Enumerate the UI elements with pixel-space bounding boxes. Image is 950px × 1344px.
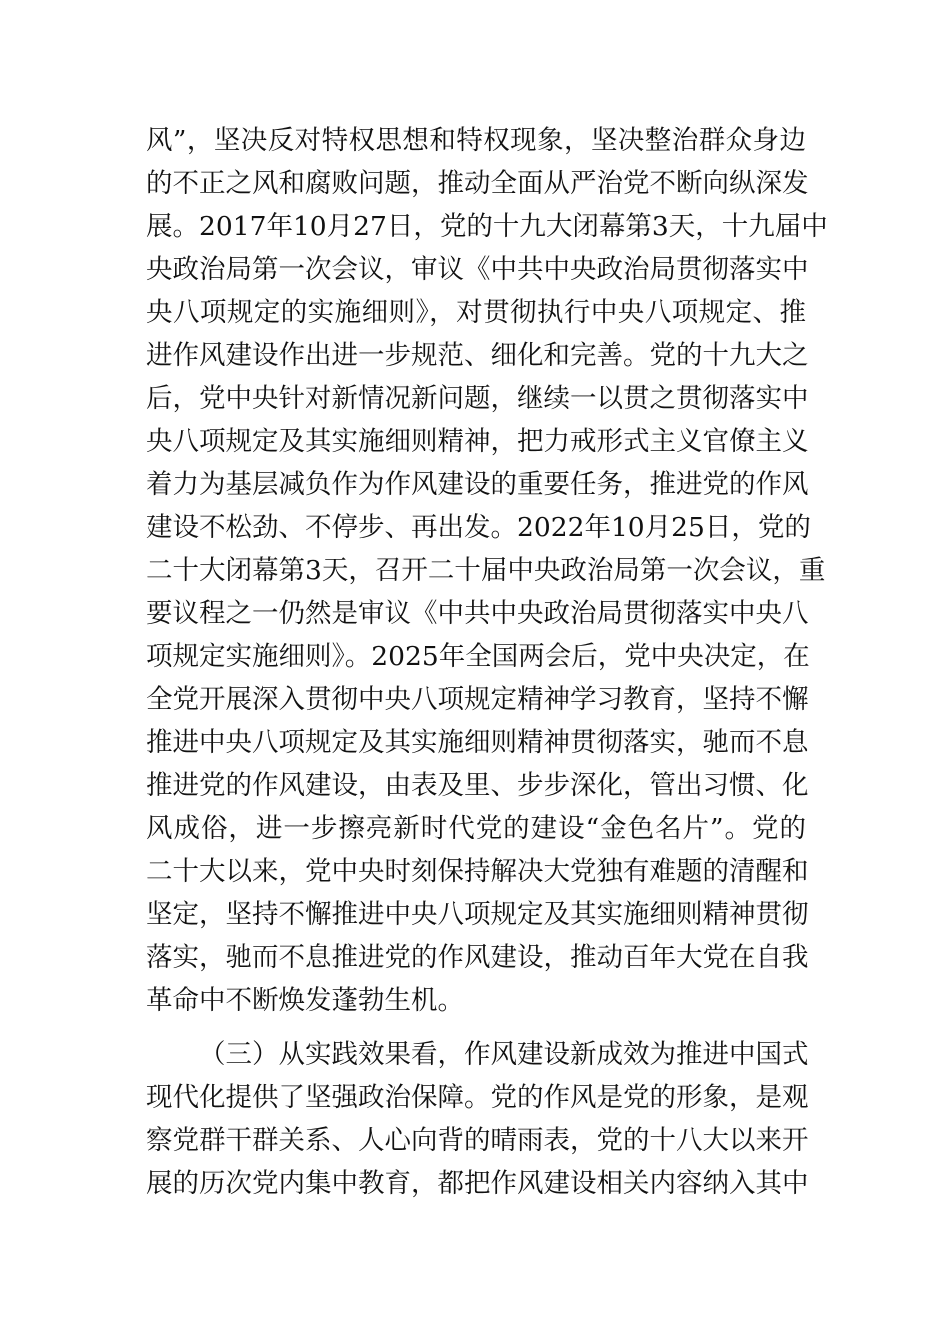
text-line: 后，党中央针对新情况新问题，继续一以贯之贯彻落实中	[146, 383, 809, 414]
text-line: 展。2017年10月27日，党的十九大闭幕第3天，十九届中	[146, 211, 828, 242]
text-line: 要议程之一仍然是审议《中共中央政治局贯彻落实中央八	[146, 598, 809, 629]
text-line: 推进党的作风建设，由表及里、步步深化，管出习惯、化	[146, 770, 809, 801]
text-line: 坚定，坚持不懈推进中央八项规定及其实施细则精神贯彻	[146, 899, 809, 930]
text-line: 进作风建设作出进一步规范、细化和完善。党的十九大之	[146, 340, 809, 371]
text-line: 推进中央八项规定及其实施细则精神贯彻落实，驰而不息	[146, 727, 809, 758]
text-line: 二十大以来，党中央时刻保持解决大党独有难题的清醒和	[146, 856, 809, 887]
text-line: 革命中不断焕发蓬勃生机。	[146, 985, 464, 1016]
text-line: 央政治局第一次会议，审议《中共中央政治局贯彻落实中	[146, 254, 809, 285]
text-line: 的不正之风和腐败问题，推动全面从严治党不断向纵深发	[146, 168, 809, 199]
text-line: 建设不松劲、不停步、再出发。2022年10月25日，党的	[146, 512, 811, 543]
text-line: 着力为基层减负作为作风建设的重要任务，推进党的作风	[146, 469, 809, 500]
text-line: 风”，坚决反对特权思想和特权现象，坚决整治群众身边	[146, 125, 806, 156]
text-line: 展的历次党内集中教育，都把作风建设相关内容纳入其中	[146, 1168, 809, 1199]
text-line: 风成俗，进一步擦亮新时代党的建设“金色名片”。党的	[146, 813, 806, 844]
text-line: 现代化提供了坚强政治保障。党的作风是党的形象，是观	[146, 1082, 809, 1113]
text-line: 项规定实施细则》。2025年全国两会后，党中央决定，在	[146, 641, 810, 672]
text-line: 二十大闭幕第3天，召开二十届中央政治局第一次会议，重	[146, 555, 826, 586]
text-line: 央八项规定的实施细则》，对贯彻执行中央八项规定、推	[146, 297, 806, 328]
text-line: 央八项规定及其实施细则精神，把力戒形式主义官僚主义	[146, 426, 809, 457]
text-line: 察党群干群关系、人心向背的晴雨表，党的十八大以来开	[146, 1125, 809, 1156]
text-line: 落实，驰而不息推进党的作风建设，推动百年大党在自我	[146, 942, 809, 973]
section-heading-line: （三）从实践效果看，作风建设新成效为推进中国式	[199, 1039, 809, 1070]
text-line: 全党开展深入贯彻中央八项规定精神学习教育，坚持不懈	[146, 684, 809, 715]
